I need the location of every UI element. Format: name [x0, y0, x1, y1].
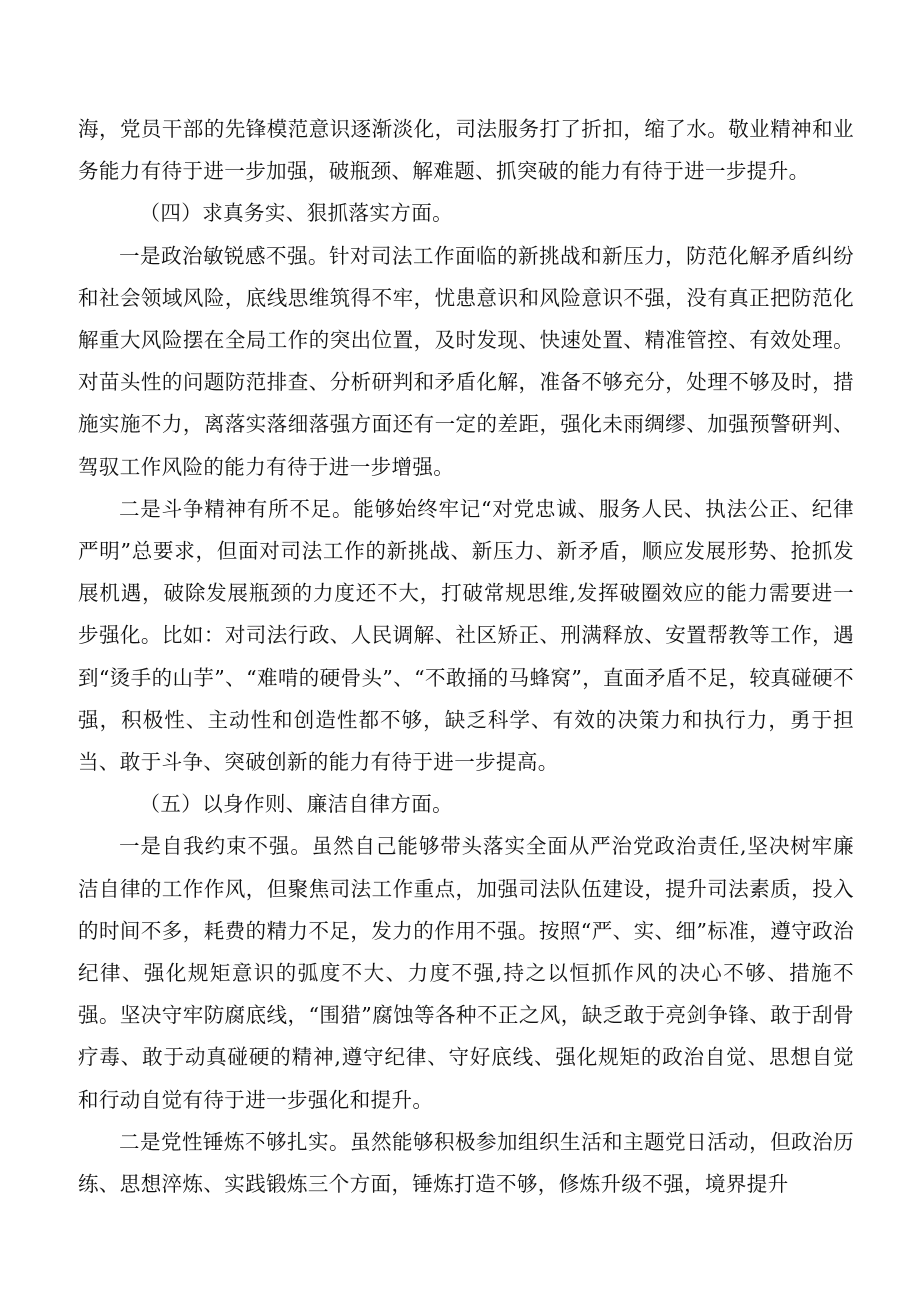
paragraph-fighting-spirit: 二是斗争精神有所不足。能够始终牢记“对党忠诚、服务人民、执法公正、纪律严明”总要求，但面对司法工作的新挑战、新压力、新矛盾，顺应发展形势、抢抓发展机遇，破除发展瓶颈的力度还不大，打破常规思维,发挥破圈效应的能力需要进一步强化。比如：对司法行政、人民调解、社区矫正、刑满释放、安置帮教等工作，遇到“烫手的山芋”、“难啃的硬骨头”、“不敢捅的马蜂窝”，直面矛盾不足，较真碰硬不强，积极性、主动性和创造性都不够，缺乏科学、有效的决策力和执行力，勇于担当、敢于斗争、突破创新的能力有待于进一步提高。 — [78, 496, 854, 775]
document-page — [78, 108, 854, 1205]
paragraph-continuation: 海，党员干部的先锋模范意识逐渐淡化，司法服务打了折扣，缩了水。敬业精神和业务能力有待于进一步加强，破瓶颈、解难题、抓突破的能力有待于进一步提升。 — [78, 117, 854, 184]
section-heading-four: （四）求真务实、狠抓落实方面。 — [139, 201, 453, 226]
section-heading-five: （五）以身作则、廉洁自律方面。 — [139, 792, 453, 817]
paragraph-party-spirit: 二是党性锤炼不够扎实。虽然能够积极参加组织生活和主题党日活动，但政治历练、思想淬炼、实践锻炼三个方面，锤炼打造不够，修炼升级不强，境界提升 — [78, 1129, 854, 1197]
paragraph-political-sensitivity: 一是政治敏锐感不强。针对司法工作面临的新挑战和新压力，防范化解矛盾纠纷和社会领域风险，底线思维筑得不牢，忧患意识和风险意识不强，没有真正把防范化解重大风险摆在全局工作的突出位置，及时发现、快速处置、精准管控、有效处理。对苗头性的问题防范排查、分析研判和矛盾化解，准备不够充分，处理不够及时，措施实施不力，离落实落细落强方面还有一定的差距，强化未雨绸缪、加强预警研判、驾驭工作风险的能力有待于进一步增强。 — [78, 243, 854, 479]
paragraph-self-discipline: 一是自我约束不强。虽然自己能够带头落实全面从严治党政治责任,坚决树牢廉洁自律的工作作风，但聚焦司法工作重点，加强司法队伍建设，提升司法素质，投入的时间不多，耗费的精力不足，发力的作用不强。按照“严、实、细”标准，遵守政治纪律、强化规矩意识的弧度不大、力度不强,持之以恒抓作风的决心不够、措施不强。坚决守牢防腐底线，“围猎”腐蚀等各种不正之风，缺乏敢于亮剑争锋、敢于刮骨疗毒、敢于动真碰硬的精神,遵守纪律、守好底线、强化规矩的政治自觉、思想自觉和行动自觉有待于进一步强化和提升。 — [78, 834, 854, 1112]
